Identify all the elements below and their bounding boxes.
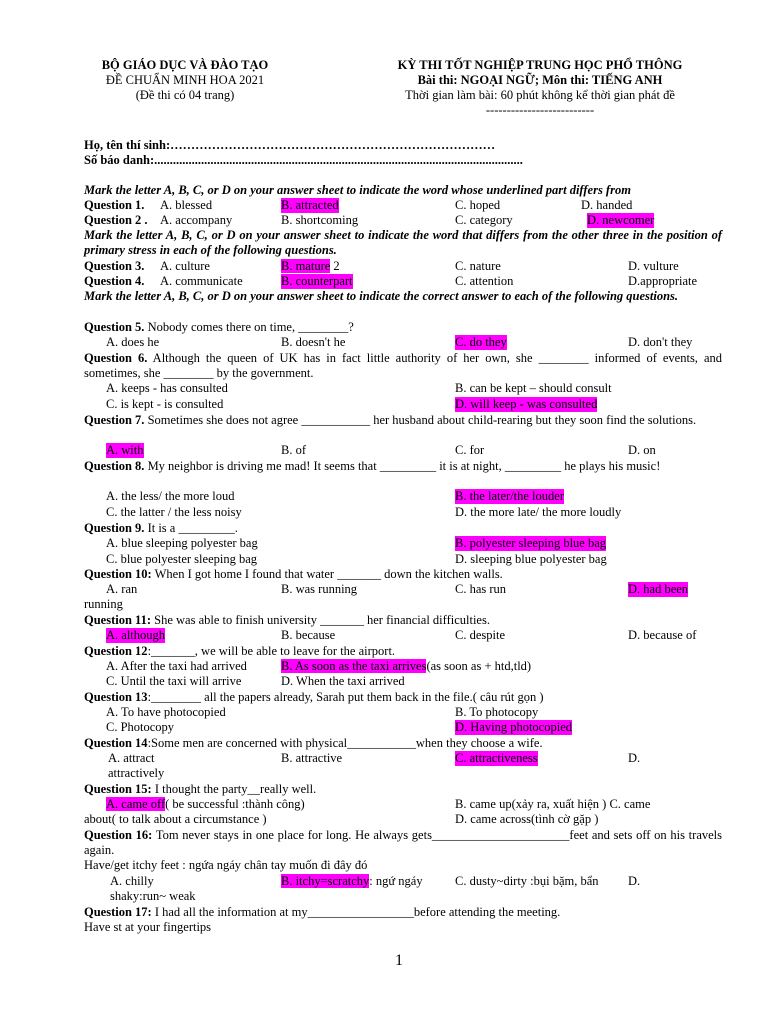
instruction-2: Mark the letter A, B, C, or D on your answer sheet to indicate the word that differs from the other three in the position of primary stress in each of the following questions. <box>84 228 722 257</box>
exam-subtitle: ĐỀ CHUẨN MINH HOA 2021 <box>105 73 265 87</box>
q2-option-d: D. newcomer <box>587 213 655 227</box>
q11-option-d: D. because of <box>628 628 697 642</box>
q14-option-d: D. <box>628 751 641 765</box>
q14-stem: Question 14:Some men are concerned with physical___________when they choose a wife. <box>84 736 543 750</box>
ministry-name: BỘ GIÁO DỤC VÀ ĐÀO TẠO <box>101 58 269 72</box>
q16-option-d-cont: shaky:run~ weak <box>110 889 196 903</box>
q12-option-a: A. After the taxi had arrived <box>106 659 247 673</box>
q2-label: Question 2 . <box>84 213 148 227</box>
q7-option-c: C. for <box>455 443 485 457</box>
q9-option-c: C. blue polyester sleeping bag <box>106 552 258 566</box>
q3-option-a: A. culture <box>160 259 210 273</box>
q9-stem: Question 9. It is a _________. <box>84 521 238 535</box>
q8-option-b: B. the later/the louder <box>455 489 564 503</box>
q5-option-c: C. do they <box>455 335 507 349</box>
q7-option-b: B. of <box>281 443 306 457</box>
q10-option-a: A. ran <box>106 582 138 596</box>
q15-stem: Question 15: I thought the party__really well. <box>84 782 317 796</box>
q4-option-b: B. counterpart <box>281 274 353 288</box>
q6-stem: Question 6. Although the queen of UK has in fact little authority of her own, she ________ informed of events, and sometimes, she ________ by the government. <box>84 351 723 380</box>
q7-option-a: A. with <box>106 443 144 457</box>
page-count: (Đề thi có 04 trang) <box>135 88 235 102</box>
q3-option-c: C. nature <box>455 259 501 273</box>
q9-option-a: A. blue sleeping polyester bag <box>106 536 258 550</box>
q10-option-b: B. was running <box>281 582 358 596</box>
q1-option-b: B. attracted <box>281 198 339 212</box>
student-name-field[interactable]: Họ, tên thí sinh:…………………………………………………………………… <box>84 138 496 152</box>
q4-option-c: C. attention <box>455 274 514 288</box>
q8-stem: Question 8. My neighbor is driving me mad! It seems that _________ it is at night, _________ he plays his music! <box>84 459 661 473</box>
instruction-1: Mark the letter A, B, C, or D on your answer sheet to indicate the word whose underlined part differs from <box>84 183 631 197</box>
q15-option-a: A. came off( be successful :thành công) <box>106 797 305 811</box>
q5-option-d: D. don't they <box>628 335 693 349</box>
q13-stem: Question 13:________ all the papers already, Sarah put them back in the file.( câu rút gọn ) <box>84 690 544 704</box>
q2-option-b: B. shortcoming <box>281 213 359 227</box>
q3-option-d: D. vulture <box>628 259 679 273</box>
q11-stem: Question 11: She was able to finish university _______ her financial difficulties. <box>84 613 490 627</box>
q13-option-a: A. To have photocopied <box>106 705 226 719</box>
q16-option-b: B. itchy=scratchy: ngứ ngáy <box>281 874 423 888</box>
q6-option-a: A. keeps - has consulted <box>106 381 228 395</box>
q1-option-c: C. hoped <box>455 198 501 212</box>
q7-option-d: D. on <box>628 443 656 457</box>
q13-option-d: D. Having photocopied <box>455 720 572 734</box>
q12-option-d: D. When the taxi arrived <box>281 674 405 688</box>
q15-option-b: B. came up(xảy ra, xuất hiện ) C. came <box>455 797 651 811</box>
exam-title: KỲ THI TỐT NGHIỆP TRUNG HỌC PHỔ THÔNG <box>397 58 683 72</box>
q13-option-c: C. Photocopy <box>106 720 175 734</box>
q11-option-b: B. because <box>281 628 336 642</box>
q2-option-a: A. accompany <box>160 213 233 227</box>
q1-option-a: A. blessed <box>160 198 213 212</box>
student-id-field[interactable]: Số báo danh:...................................................................................................................... <box>84 153 523 167</box>
instruction-3: Mark the letter A, B, C, or D on your answer sheet to indicate the correct answer to each of the following questions. <box>84 289 679 303</box>
q2-option-c: C. category <box>455 213 513 227</box>
q15-option-c-cont: about( to talk about a circumstance ) <box>84 812 267 826</box>
q1-label: Question 1. <box>84 198 145 212</box>
q14-option-a: A. attract <box>108 751 155 765</box>
header-left <box>80 58 290 103</box>
q16-option-c: C. dusty~dirty :bụi bặm, bẩn <box>455 874 599 888</box>
subject-line: Bài thi: NGOẠI NGỮ; Môn thi: TIẾNG ANH <box>417 73 663 87</box>
q8-option-a: A. the less/ the more loud <box>106 489 235 503</box>
q5-option-b: B. doesn't he <box>281 335 346 349</box>
q5-stem: Question 5. Nobody comes there on time, ________? <box>84 320 354 334</box>
q3-label: Question 3. <box>84 259 145 273</box>
q9-option-b: B. polyester sleeping blue bag <box>455 536 607 550</box>
q5-option-a: A. does he <box>106 335 160 349</box>
header-right <box>355 58 725 118</box>
q14-option-b: B. attractive <box>281 751 343 765</box>
q17-note: Have st at your fingertips <box>84 920 212 934</box>
q16-stem: Question 16: Tom never stays in one place for long. He always gets______________________feet and sets off on his travels again. <box>84 828 723 857</box>
q8-option-c: C. the latter / the less noisy <box>106 505 242 519</box>
q11-option-c: C. despite <box>455 628 505 642</box>
q13-option-b: B. To photocopy <box>455 705 539 719</box>
q6-option-c: C. is kept - is consulted <box>106 397 224 411</box>
q12-option-c: C. Until the taxi will arrive <box>106 674 242 688</box>
q8-option-d: D. the more late/ the more loudly <box>455 505 622 519</box>
q10-stem: Question 10: When I got home I found that water _______ down the kitchen walls. <box>84 567 503 581</box>
q16-option-a: A. chilly <box>110 874 154 888</box>
q4-option-d: D.appropriate <box>628 274 698 288</box>
q10-option-d: D. had been <box>628 582 689 596</box>
q11-option-a: A. although <box>106 628 166 642</box>
q6-option-b: B. can be kept – should consult <box>455 381 612 395</box>
q1-option-d: D. handed <box>581 198 633 212</box>
q4-label: Question 4. <box>84 274 145 288</box>
q9-option-d: D. sleeping blue polyester bag <box>455 552 607 566</box>
q14-option-c: C. attractiveness <box>455 751 538 765</box>
header-divider: -------------------------- <box>485 103 595 117</box>
q12-option-b: B. As soon as the taxi arrives(as soon as + htd,tld) <box>281 659 532 673</box>
q4-option-a: A. communicate <box>160 274 243 288</box>
q12-stem: Question 12:_______, we will be able to leave for the airport. <box>84 644 396 658</box>
q3-option-b: B. mature 2 <box>281 259 340 273</box>
q15-option-d: D. came across(tình cờ gặp ) <box>455 812 599 826</box>
q17-stem: Question 17: I had all the information at my_________________before attending the meeting. <box>84 905 561 919</box>
time-limit: Thời gian làm bài: 60 phút không kể thời gian phát đề <box>405 88 675 102</box>
q6-option-d: D. will keep - was consulted <box>455 397 598 411</box>
q10-option-c: C. has run <box>455 582 507 596</box>
q16-note: Have/get itchy feet : ngứa ngáy chân tay muốn đi đây đó <box>84 858 368 872</box>
q10-option-d-cont: running <box>84 597 123 611</box>
q7-stem: Question 7. Sometimes she does not agree ___________ her husband about child-rearing but they soon find the solutions. <box>84 413 697 427</box>
q14-option-d-cont: attractively <box>108 766 165 780</box>
q16-option-d: D. <box>628 874 641 888</box>
page-number: 1 <box>395 952 403 969</box>
